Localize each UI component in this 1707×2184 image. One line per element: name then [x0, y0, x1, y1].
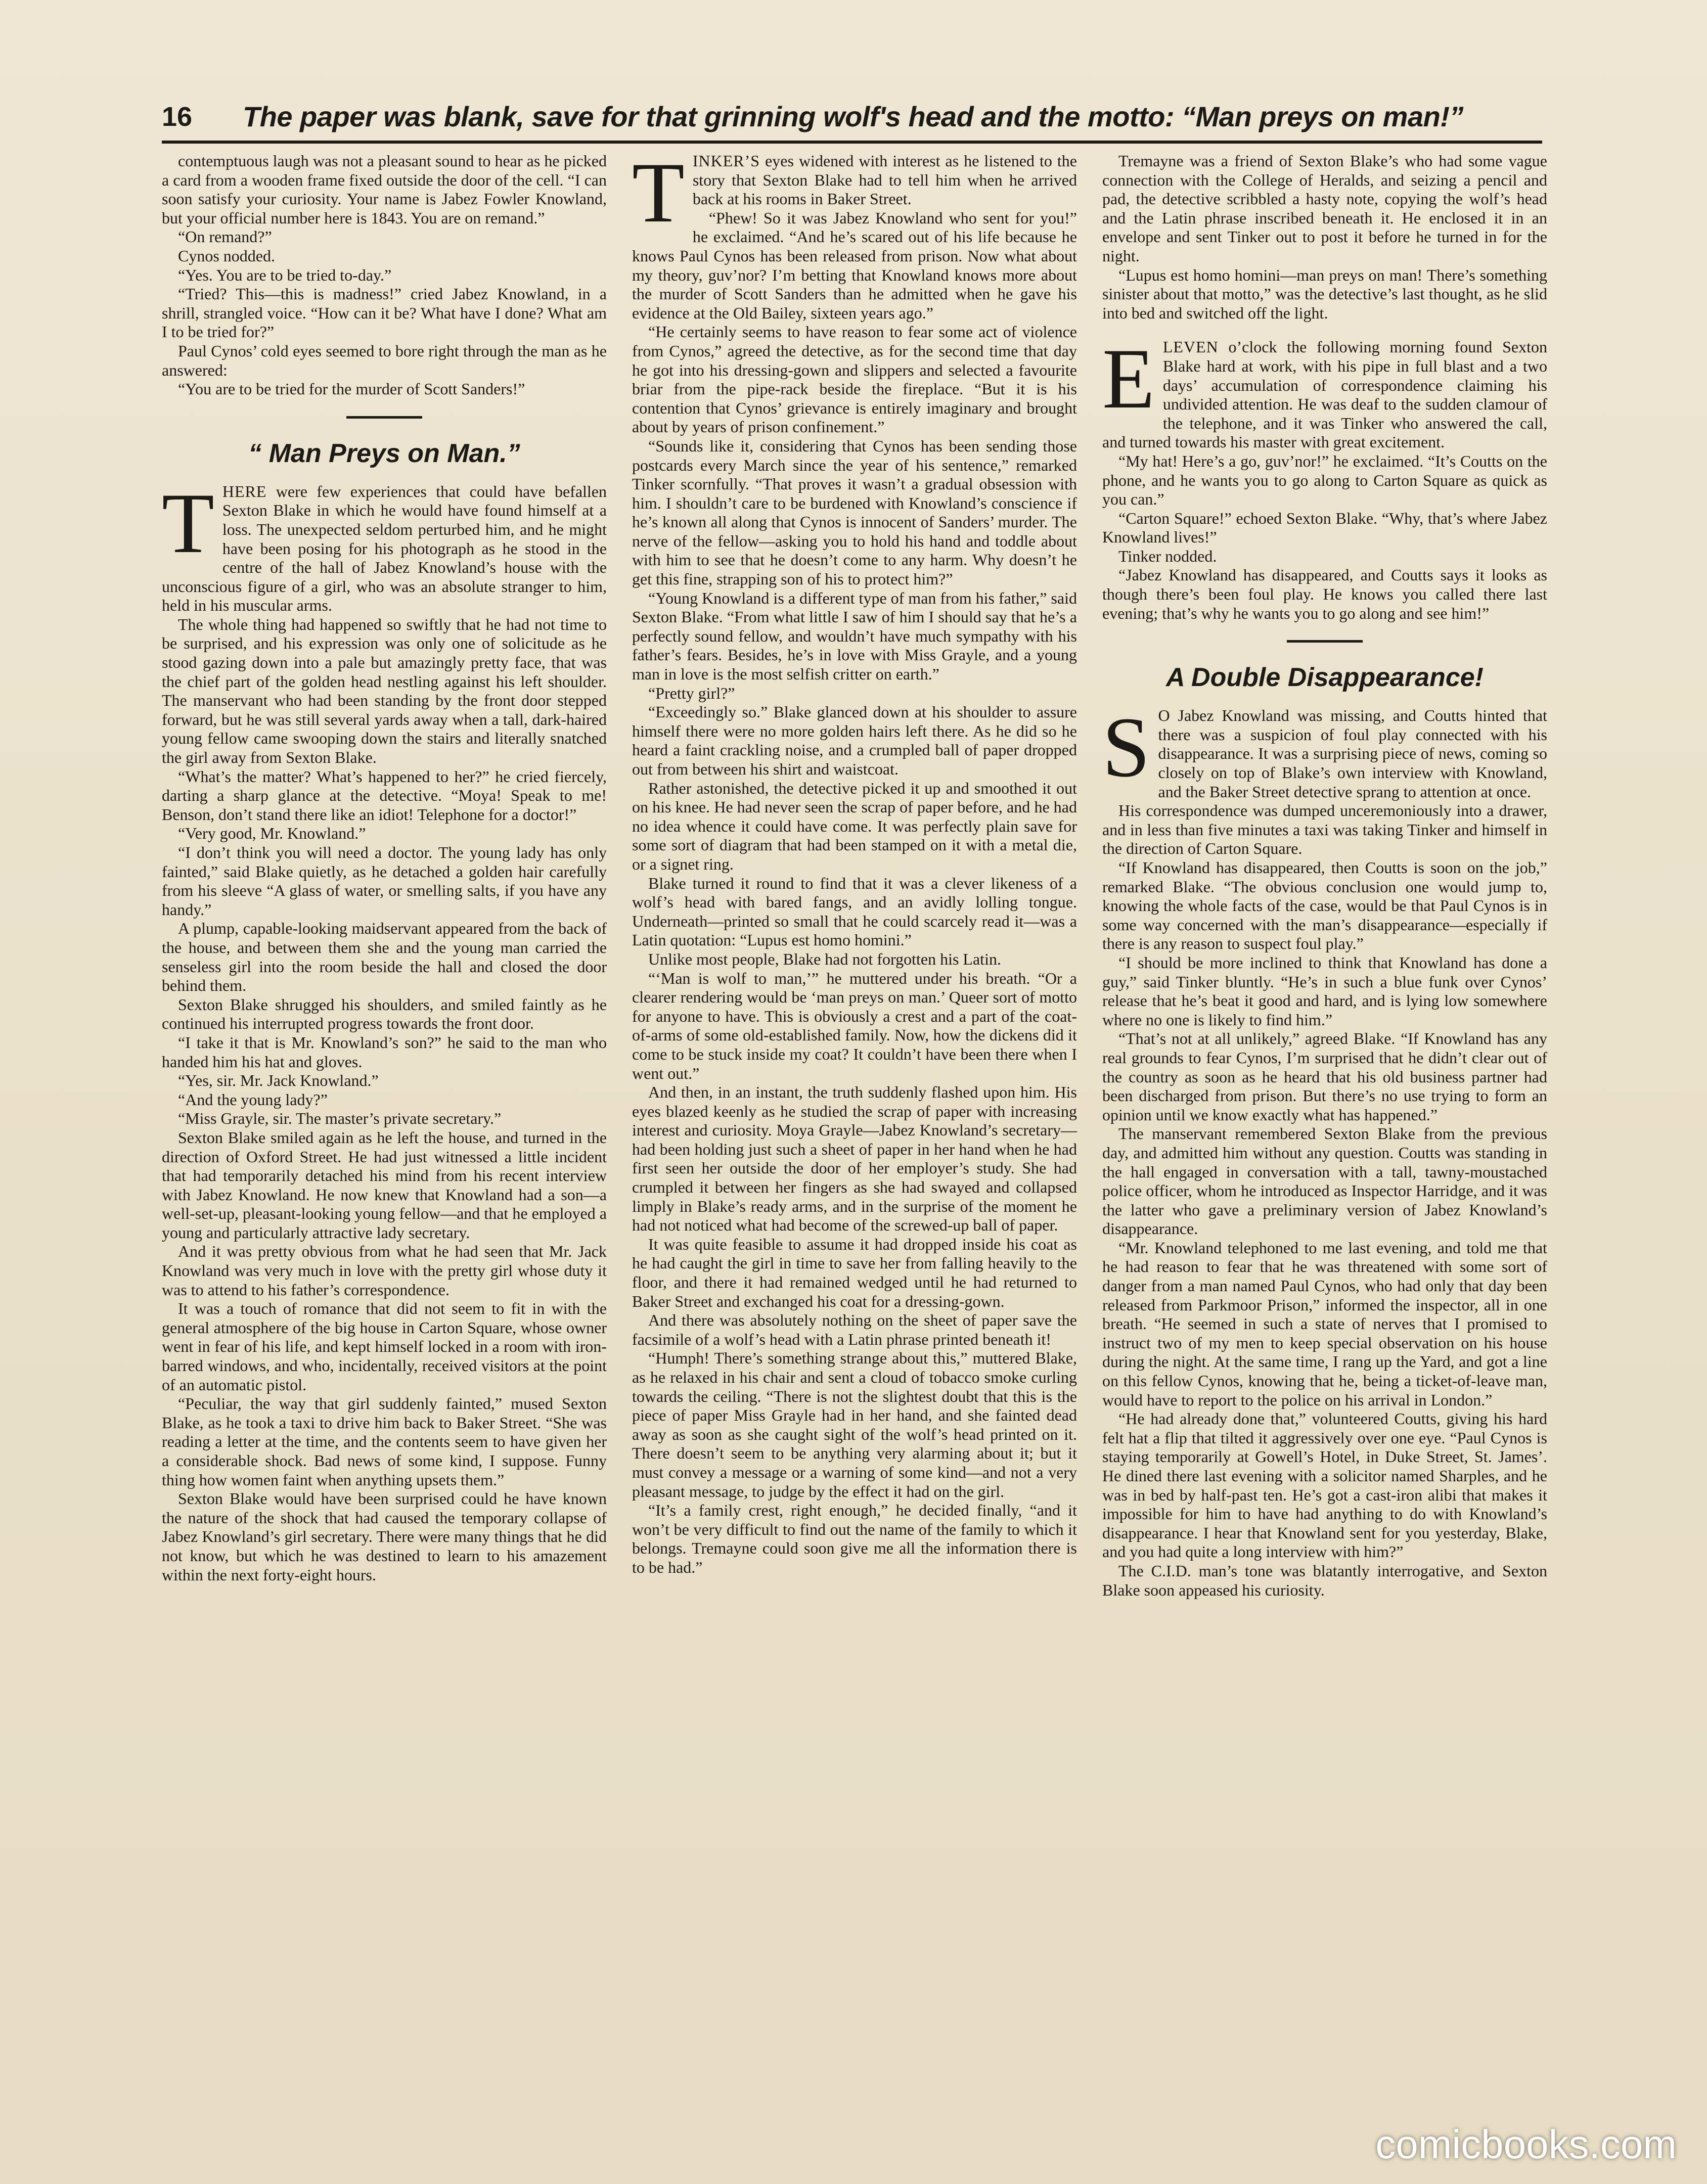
paragraph: The whole thing had happened so swiftly that he had not time to be surprised, and his expression was only one of solicitude as he stood gazing down into a pale but amazingly pretty face, that was the chief part of the golden head nestling against his left shoulder. The manservant who had been standing by the front door stepped forward, but he was still several yards away when a tall, dark-haired young fellow came swooping down the stairs and literally snatched the girl away from Sexton Blake. — [162, 615, 607, 767]
paragraph: “I don’t think you will need a doctor. The young lady has only fainted,” said Blake quietly, as he detached a golden hair carefully from his sleeve “A glass of water, or smelling salts, if you have any handy.” — [162, 843, 607, 919]
paragraph: And then, in an instant, the truth suddenly flashed upon him. His eyes blazed keenly as he studied the scrap of paper with increasing interest and curiosity. Moya Grayle—Jabez Knowland’s secretary—had been holding just such a sheet of paper in her hand when he had first seen her outside the door of her employer’s study. She had crumpled it between her fingers as she had swayed and collapsed limply in Blake’s ready arms, and in the surprise of the moment he had not noticed what had become of the screwed-up ball of paper. — [632, 1083, 1077, 1235]
lead-text: O Jabez Knowland was missing, and Coutts hinted that there was a suspicion of foul play connected with his disappearance. It was a surprising piece of news, coming so closely on top of Blake’s own interview with Knowland, and the Baker Street detective sprang to attention at once. — [1158, 706, 1547, 801]
paragraph: “I take it that is Mr. Knowland’s son?” he said to the man who handed him his hat and gloves. — [162, 1033, 607, 1071]
paragraph: contemptuous laugh was not a pleasant sound to hear as he picked a card from a wooden frame fixed outside the door of the cell. “I can soon satisfy your curiosity. Your name is Jabez Fowler Knowland, but your official number here is 1843. You are on remand.” — [162, 152, 607, 227]
paragraph: It was a touch of romance that did not seem to fit in with the general atmosphere of the big house in Carton Square, whose owner went in fear of his life, and kept himself locked in a room with iron-barred windows, and who, incidentally, received visitors at the point of an automatic pistol. — [162, 1299, 607, 1394]
paragraph: “He certainly seems to have reason to fear some act of violence from Cynos,” agreed the detective, as for the second time that day he got into his dressing-gown and slippers and selected a favourite briar from the pipe-rack beside the fireplace. “But it is his contention that Cynos’ grievance is entirely imaginary and brought about by years of prison confinement.” — [632, 323, 1077, 436]
paragraph: Paul Cynos’ cold eyes seemed to bore right through the man as he answered: — [162, 341, 607, 379]
paragraph: Blake turned it round to find that it was a clever likeness of a wolf’s head with bared fangs, and an avidly lolling tongue. Underneath—printed so small that he could scarcely read it—was a Latin quotation: “Lupus est homo homini.” — [632, 874, 1077, 949]
paragraph: “Mr. Knowland telephoned to me last evening, and told me that he had reason to fear that he was threatened with some sort of danger from a man named Paul Cynos, who had only that day been released from Parkmoor Prison,” informed the inspector, all in one breath. “He seemed in such a state of nerves that I promised to instruct two of my men to keep special observation on his house during the night. At the same time, I rang up the Yard, and got a line on this fellow Cynos, knowing that he, being a ticket-of-leave man, would have to report to the police on his arrival in London.” — [1102, 1238, 1547, 1409]
lead-paragraph — [1102, 700, 1547, 801]
paragraph: “That’s not at all unlikely,” agreed Blake. “If Knowland has any real grounds to fear Cynos, I’m surprised that he didn’t clear out of the country as soon as he heard that his old business partner had been discharged from prison. But there’s no use trying to form an opinion until we know exactly what has happened.” — [1102, 1029, 1547, 1124]
paragraph: “You are to be tried for the murder of Scott Sanders!” — [178, 380, 525, 398]
paragraph: “Lupus est homo homini—man preys on man! There’s something sinister about that motto,” was the detective’s last thought, as he slid into bed and switched off the light. — [1102, 265, 1547, 322]
paragraph: “On remand?” — [178, 228, 272, 246]
body-paragraphs — [1102, 452, 1547, 623]
paragraph: “Jabez Knowland has disappeared, and Coutts says it looks as though there’s been foul play. He knows you called there last evening; that’s why he wants you to go along and see him!” — [1102, 566, 1547, 622]
drop-cap: T — [632, 145, 685, 240]
paragraph: Sexton Blake would have been surprised could he have known the nature of the shock that had caused the temporary collapse of Jabez Knowland’s girl secretary. There were many things that he did not know, but which he was destined to learn to his amazement within the next forty-eight hours. — [162, 1489, 607, 1584]
paragraph: “I should be more inclined to think that Knowland has done a guy,” said Tinker bluntly. “He’s in such a blue funk over Cynos’ release that he’s beat it good and hard, and is lying low somewhere where no one is likely to find him.” — [1102, 953, 1547, 1029]
paragraph: Sexton Blake smiled again as he left the house, and turned in the direction of Oxford Street. He had just witnessed a little incident that had temporarily detached his mind from his recent interview with Jabez Knowland. He now knew that Knowland had a son—a well-set-up, pleasant-looking young fellow—and that he employed a young and particularly attractive lady secretary. — [162, 1128, 607, 1242]
scene-break — [1102, 323, 1547, 338]
lead-text: were few experiences that could have befallen Sexton Blake in which he would have found himself at a loss. The unexpected seldom perturbed him, and he might have been posing for his photograph as he stood in the centre of the hall of Jabez Knowland’s house with the unconscious figure of a girl, who was an absolute stranger to him, held in his muscular arms. — [162, 482, 607, 615]
paragraph: “‘Man is wolf to man,’” he muttered under his breath. “Or a clearer rendering would be ‘man preys on man.’ Queer sort of motto for anyone to have. This is obviously a crest and a part of the coat-of-arms of some old-established family. Now, how the dickens did it come to be stuck inside my coat? It couldn’t have been there when I went out.” — [632, 969, 1077, 1082]
paragraph: “Tried? This—this is madness!” cried Jabez Knowland, in a shrill, strangled voice. “How can it be? What have I done? What am I to be tried for?” — [162, 285, 607, 341]
paragraph: “He had already done that,” volunteered Coutts, giving his hard felt hat a flip that tilted it aggressively over one eye. “Paul Cynos is staying temporarily at Gowell’s Hotel, in Duke Street, St. James’. He dined there last evening with a solicitor named Sharples, and he was in bed by half-past ten. He’s got a cast-iron alibi that makes it impossible for him to have had anything to do with Knowland’s disappearance. I hear that Knowland sent for you yesterday, Blake, and you had quite a long interview with him?” — [1102, 1409, 1547, 1561]
paragraph: Tinker nodded. — [1118, 547, 1217, 565]
body-paragraphs — [162, 615, 607, 1584]
paragraph: “Carton Square!” echoed Sexton Blake. “Why, that’s where Jabez Knowland lives!” — [1102, 509, 1547, 547]
body-paragraphs — [632, 209, 1077, 1577]
section-divider — [346, 416, 422, 419]
paragraph: Cynos nodded. — [178, 246, 275, 265]
page-number: 16 — [162, 102, 193, 132]
section-title: “ Man Preys on Man.” — [248, 438, 520, 468]
paragraph: The manservant remembered Sexton Blake from the previous day, and admitted him without any question. Coutts was standing in the hall engaged in conversation with a tall, tawny-moustached police officer, whom he introduced as Inspector Harridge, and it was the latter who gave a preliminary version of Jabez Knowland’s disappearance. — [1102, 1124, 1547, 1238]
lead-text: eyes widened with interest as he listened to the story that Sexton Blake had to tell him when he arrived back at his rooms in Baker Street. — [692, 152, 1077, 208]
paragraph: “Sounds like it, considering that Cynos has been sending those postcards every March since the year of his sentence,” remarked Tinker scornfully. “That proves it wasn’t a gradual obsession with him. I shouldn’t care to be burdened with Knowland’s conscience if he’s known all along that Cynos is innocent of Sanders’ murder. The nerve of the fellow—asking you to hold his hand and toddle about with him to see that he doesn’t come to any harm. Why doesn’t he get this fine, strapping son of his to protect him?” — [632, 436, 1077, 588]
lead-text: o’clock the following morning found Sexton Blake hard at work, with his pipe in full blast and a two days’ accumulation of correspondence claiming his undivided attention. He was deaf to the sudden clamour of the telephone, and it was Tinker who answered the call, and turned towards his master with great excitement. — [1102, 338, 1547, 451]
paragraph: Rather astonished, the detective picked it up and smoothed it out on his knee. He had never seen the scrap of paper before, and he had no idea whence it could have come. It was perfectly plain save for some sort of diagram that had been stamped on it with a metal die, or a signet ring. — [632, 779, 1077, 873]
paragraph: “Very good, Mr. Knowland.” — [178, 824, 366, 843]
lead-word: INKER’S — [692, 152, 760, 170]
paragraph: “Humph! There’s something strange about this,” muttered Blake, as he relaxed in his chair and sent a cloud of tobacco smoke curling towards the ceiling. “There is not the slightest doubt that this is the piece of paper Miss Grayle had in her hand, and she fainted dead away as soon as she caught sight of the wolf’s head printed on it. There doesn’t seem to be anything very alarming about it; but it must convey a message or a warning of some kind—and not a very pleasant message, to judge by the effect it had on the girl. — [632, 1349, 1077, 1500]
paragraph: “Young Knowland is a different type of man from his father,” said Sexton Blake. “From what little I saw of him I should say that he’s a perfectly sound fellow, and wouldn’t have much sympathy with his father’s fears. Besides, he’s in love with Miss Grayle, and a young man in love is the most selfish critter on earth.” — [632, 588, 1077, 684]
paragraph: “It’s a family crest, right enough,” he decided finally, “and it won’t be very difficult to find out the name of the family to which it belongs. Tremayne could soon give me all the information there is to be had.” — [632, 1501, 1077, 1576]
paragraph: Tremayne was a friend of Sexton Blake’s who had some vague connection with the College of Heralds, and seizing a pencil and pad, the detective scribbled a hasty note, copying the wolf’s head and the Latin phrase inscribed beneath it. He enclosed it in an envelope and sent Tinker out to post it before he turned in for the night. — [1102, 152, 1547, 265]
paragraph: The C.I.D. man’s tone was blatantly interrogative, and Sexton Blake soon appeased his curiosity. — [1102, 1561, 1547, 1599]
paragraph: “Exceedingly so.” Blake glanced down at his shoulder to assure himself there were no more golden hairs left there. As he did so he heard a faint crackling noise, and a crumpled ball of paper dropped out from between his shirt and waistcoat. — [632, 703, 1077, 778]
paragraph: “Yes, sir. Mr. Jack Knowland.” — [178, 1071, 379, 1090]
paragraph: A plump, capable-looking maidservant appeared from the back of the house, and between them she and the young man carried the senseless girl into the room beside the hall and closed the door behind them. — [162, 919, 607, 995]
text-column-2 — [632, 145, 1077, 1577]
paragraph: And there was absolutely nothing on the sheet of paper save the facsimile of a wolf’s head with a Latin phrase printed beneath it! — [632, 1311, 1077, 1348]
intro-paragraphs — [162, 152, 607, 399]
paragraph: “If Knowland has disappeared, then Coutts is soon on the job,” remarked Blake. “The obvious conclusion one would jump to, knowing the whole facts of the case, would be that Paul Cynos is in some way concerned with the man’s disappearance—especially if there is any reason to suspect foul play.” — [1102, 858, 1547, 953]
drop-cap: E — [1102, 331, 1155, 427]
paragraph: His correspondence was dumped unceremoniously into a drawer, and in less than five minutes a taxi was taking Tinker and himself in the direction of Carton Square. — [1102, 801, 1547, 858]
watermark: comicbooks.com — [1375, 2122, 1677, 2167]
paragraph: “Miss Grayle, sir. The master’s private secretary.” — [178, 1109, 502, 1128]
paragraph: “What’s the matter? What’s happened to her?” he cried fiercely, darting a sharp glance at the detective. “Moya! Speak to me! Benson, don’t stand there like an idiot! Telephone for a doctor!” — [162, 767, 607, 824]
text-column-3 — [1102, 152, 1547, 1600]
running-head: The paper was blank, save for that grinning wolf's head and the motto: “Man preys on man!” — [243, 101, 1463, 132]
paragraph: “My hat! Here’s a go, guv’nor!” he exclaimed. “It’s Coutts on the phone, and he wants you to go along to Carton Square as quick as you can.” — [1102, 451, 1547, 509]
paragraph: “Phew! So it was Jabez Knowland who sent for you!” he exclaimed. “And he’s scared out of his life because he knows Paul Cynos has been released from prison. Now what about my theory, guv’nor? I’m betting that Knowland knows more about the murder of Scott Sanders than he admitted when he gave his evidence at the Old Bailey, sixteen years ago.” — [632, 208, 1077, 322]
paragraph: It was quite feasible to assume it had dropped inside his coat as he had caught the girl in time to save her from falling heavily to the floor, and there it had remained wedged until he had returned to Baker Street and exchanged his coat for a dressing-gown. — [632, 1235, 1077, 1310]
body-paragraphs — [1102, 801, 1547, 1600]
paragraph: Unlike most people, Blake had not forgotten his Latin. — [648, 949, 1001, 968]
paragraph: “Yes. You are to be tried to-day.” — [178, 265, 392, 284]
drop-cap: T — [162, 475, 214, 571]
text-column-1 — [162, 152, 607, 1584]
section-divider — [1287, 640, 1363, 643]
paragraph: “Peculiar, the way that girl suddenly fainted,” mused Sexton Blake, as he took a taxi to drive him back to Baker Street. “She was reading a letter at the time, and the contents seem to have given her a considerable shock. Bad news of some kind, I suppose. Funny thing how women faint when anything upsets them.” — [162, 1394, 607, 1489]
paragraph: And it was pretty obvious from what he had seen that Mr. Jack Knowland was very much in love with the pretty girl whose duty it was to attend to his father’s correspondence. — [162, 1242, 607, 1299]
lead-paragraph — [632, 145, 1077, 240]
section-title: A Double Disappearance! — [1165, 663, 1484, 693]
lead-word: LEVEN — [1162, 338, 1219, 356]
drop-cap: S — [1102, 700, 1150, 795]
lead-paragraph — [162, 475, 607, 615]
paragraph: Sexton Blake shrugged his shoulders, and smiled faintly as he continued his interrupted progress towards the front door. — [162, 995, 607, 1033]
lead-word: HERE — [222, 482, 267, 500]
lead-paragraph — [1102, 331, 1547, 452]
paragraph: “Pretty girl?” — [648, 684, 735, 702]
paragraph: “And the young lady?” — [178, 1090, 328, 1109]
page-header — [162, 100, 1542, 144]
intro-paragraphs — [1102, 152, 1547, 323]
